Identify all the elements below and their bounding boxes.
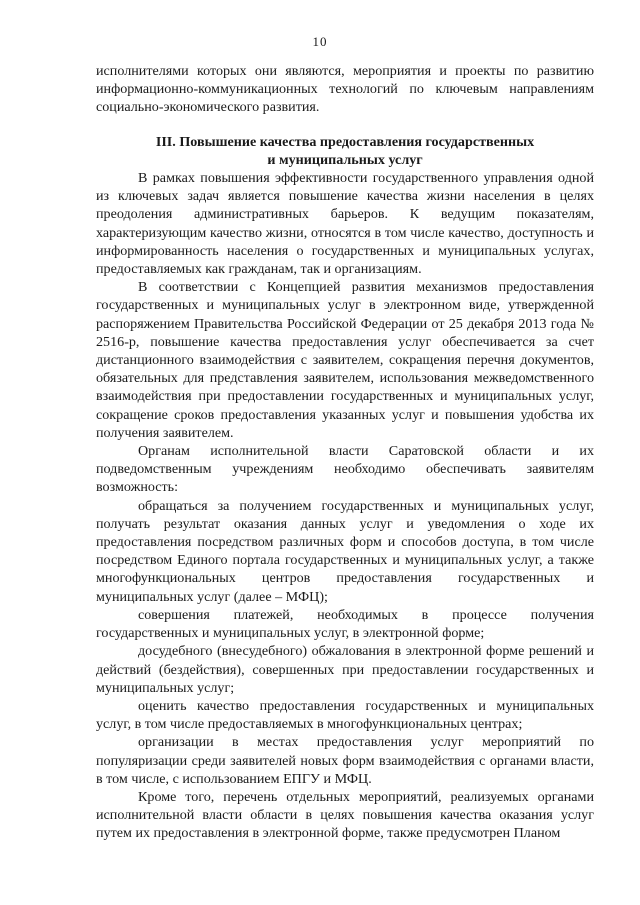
paragraph-authorities: Органам исполнительной власти Саратовской области и их подведомственным учреждениям необходимо обеспечивать заявителям возможность: [96, 443, 594, 496]
paragraph-quality-of-life: В рамках повышения эффективности государственного управления одной из ключевых задач является повышение качества жизни населения в целях преодоления административных барьеров. К ведущим показателям, характеризующим качество жизни, относятся в том числе качество, доступность и информированность населения о государственных и муниципальных услугах, предоставляемых как гражданам, так и организациям. [96, 170, 594, 278]
list-item-apply: обращаться за получением государственных и муниципальных услуг, получать результат оказания данных услуг и уведомления о ходе их предоставления посредством различных форм и способов доступа, в том числе посредством Единого портала государственных и муниципальных услуг, а также многофункциональных центров предоставления государственных и муниципальных услуг (далее – МФЦ); [96, 497, 594, 605]
section-heading [96, 133, 594, 169]
page-body [96, 62, 594, 843]
list-item-evaluate: оценить качество предоставления государственных и муниципальных услуг, в том числе предоставляемых в многофункциональных центрах; [96, 697, 594, 733]
list-item-payments: совершения платежей, необходимых в процессе получения государственных и муниципальных услуг, в электронной форме; [96, 606, 594, 642]
section-heading-line-2: и муниципальных услуг [267, 151, 423, 168]
intro-paragraph: исполнителями которых они являются, мероприятия и проекты по развитию информационно-коммуникационных технологий по ключевым направлениям социально-экономического развития. [96, 63, 594, 116]
section-heading-line-1: III. Повышение качества предоставления государственных [155, 133, 535, 150]
paragraph-additional-measures: Кроме того, перечень отдельных мероприятий, реализуемых органами исполнительной власти области в целях повышения качества оказания услуг путем их предоставления в электронной форме, также предусмотрен Планом [96, 788, 594, 842]
list-item-popularize: организации в местах предоставления услуг мероприятий по популяризации среди заявителей новых форм взаимодействия с органами власти, в том числе, с использованием ЕПГУ и МФЦ. [96, 734, 594, 787]
paragraph-concept: В соответствии с Концепцией развития механизмов предоставления государственных и муниципальных услуг в электронном виде, утвержденной распоряжением Правительства Российской Федерации от 25 декабря 2013 года № 2516-р, повышение качества предоставления услуг обеспечивается за счет дистанционного взаимодействия с заявителем, сокращения перечня документов, обязательных для представления заявителем, использования межведомственного взаимодействия при предоставлении государственных и муниципальных услуг, сокращение сроков предоставления указанных услуг и повышения удобства их получения заявителем. [96, 279, 594, 441]
list-item-appeal: досудебного (внесудебного) обжалования в электронной форме решений и действий (бездействия), совершенных при предоставлении государственных и муниципальных услуг; [96, 643, 594, 696]
page-number: 10 [312, 34, 328, 49]
